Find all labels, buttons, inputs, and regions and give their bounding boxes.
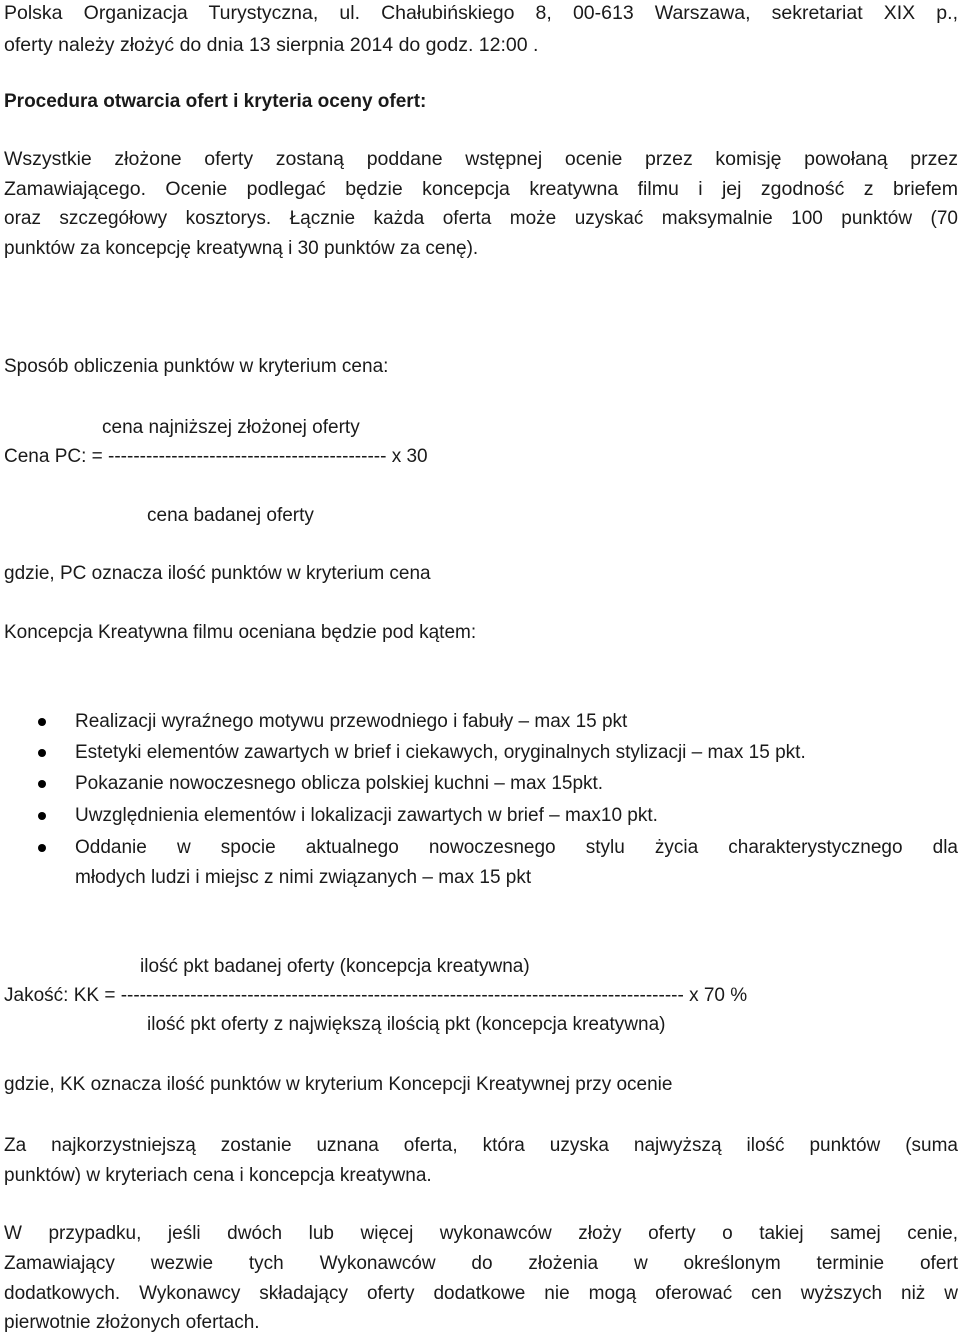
outro-p2-line-1: W przypadku, jeśli dwóch lub więcej wykonawców złoży oferty o takiej samej cenie, bbox=[4, 1223, 958, 1244]
header-line-2: oferty należy złożyć do dnia 13 sierpnia 2014 do godz. 12:00 . bbox=[4, 34, 539, 56]
bullet-marker bbox=[38, 718, 46, 726]
criterion-item: Oddanie w spocie aktualnego nowoczesnego stylu życia charakterystycznego dla bbox=[75, 837, 958, 858]
price-denominator: cena badanej oferty bbox=[147, 505, 314, 526]
intro-line-3: oraz szczegółowy kosztorys. Łącznie każda oferta może uzyskać maksymalnie 100 punktów (70 bbox=[4, 208, 958, 229]
outro-p2-line-4: pierwotnie złożonych ofertach. bbox=[4, 1312, 260, 1333]
bullet-marker bbox=[38, 844, 46, 852]
price-heading: Sposób obliczenia punktów w kryterium cena: bbox=[4, 356, 389, 377]
bullet-marker bbox=[38, 780, 46, 788]
outro-p1-line-2: punktów) w kryteriach cena i koncepcja kreatywna. bbox=[4, 1165, 432, 1186]
price-formula: Cena PC: = -------------------------------------------- x 30 bbox=[4, 446, 428, 467]
intro-line-4: punktów za koncepcję kreatywną i 30 punktów za cenę). bbox=[4, 238, 479, 259]
quality-formula: Jakość: KK = ----------------------------------------------------------------------------------------- x 70 % bbox=[4, 985, 748, 1006]
section-title: Procedura otwarcia ofert i kryteria oceny ofert: bbox=[4, 91, 427, 112]
bullet-marker bbox=[38, 749, 46, 757]
bullet-marker bbox=[38, 812, 46, 820]
criterion-item: Pokazanie nowoczesnego oblicza polskiej kuchni – max 15pkt. bbox=[75, 773, 604, 794]
price-numerator: cena najniższej złożonej oferty bbox=[102, 417, 360, 438]
quality-numerator: ilość pkt badanej oferty (koncepcja kreatywna) bbox=[140, 956, 530, 977]
outro-p2-line-2: Zamawiający wezwie tych Wykonawców do złożenia w określonym terminie ofert bbox=[4, 1253, 958, 1274]
criterion-item: Uwzględnienia elementów i lokalizacji zawartych w brief – max10 pkt. bbox=[75, 805, 658, 826]
price-where: gdzie, PC oznacza ilość punktów w kryterium cena bbox=[4, 563, 431, 584]
criterion-item-continuation: młodych ludzi i miejsc z nimi związanych – max 15 pkt bbox=[75, 867, 532, 888]
criterion-item: Realizacji wyraźnego motywu przewodniego i fabuły – max 15 pkt bbox=[75, 711, 628, 732]
creative-heading: Koncepcja Kreatywna filmu oceniana będzie pod kątem: bbox=[4, 622, 477, 643]
outro-p2-line-3: dodatkowych. Wykonawcy składający oferty dodatkowe nie mogą oferować cen wyższych niż w bbox=[4, 1283, 958, 1304]
header-line-1: Polska Organizacja Turystyczna, ul. Chałubińskiego 8, 00-613 Warszawa, sekretariat XIX p., bbox=[4, 2, 958, 24]
outro-p1-line-1: Za najkorzystniejszą zostanie uznana oferta, która uzyska najwyższą ilość punktów (suma bbox=[4, 1135, 958, 1156]
intro-line-1: Wszystkie złożone oferty zostaną poddane wstępnej ocenie przez komisję powołaną przez bbox=[4, 148, 958, 170]
quality-where: gdzie, KK oznacza ilość punktów w kryterium Koncepcji Kreatywnej przy ocenie bbox=[4, 1074, 673, 1095]
criterion-item: Estetyki elementów zawartych w brief i ciekawych, oryginalnych stylizacji – max 15 pkt. bbox=[75, 742, 806, 763]
intro-line-2: Zamawiającego. Ocenie podlegać będzie koncepcja kreatywna filmu i jej zgodność z briefem bbox=[4, 178, 958, 200]
quality-denominator: ilość pkt oferty z największą ilością pkt (koncepcja kreatywna) bbox=[147, 1014, 666, 1035]
